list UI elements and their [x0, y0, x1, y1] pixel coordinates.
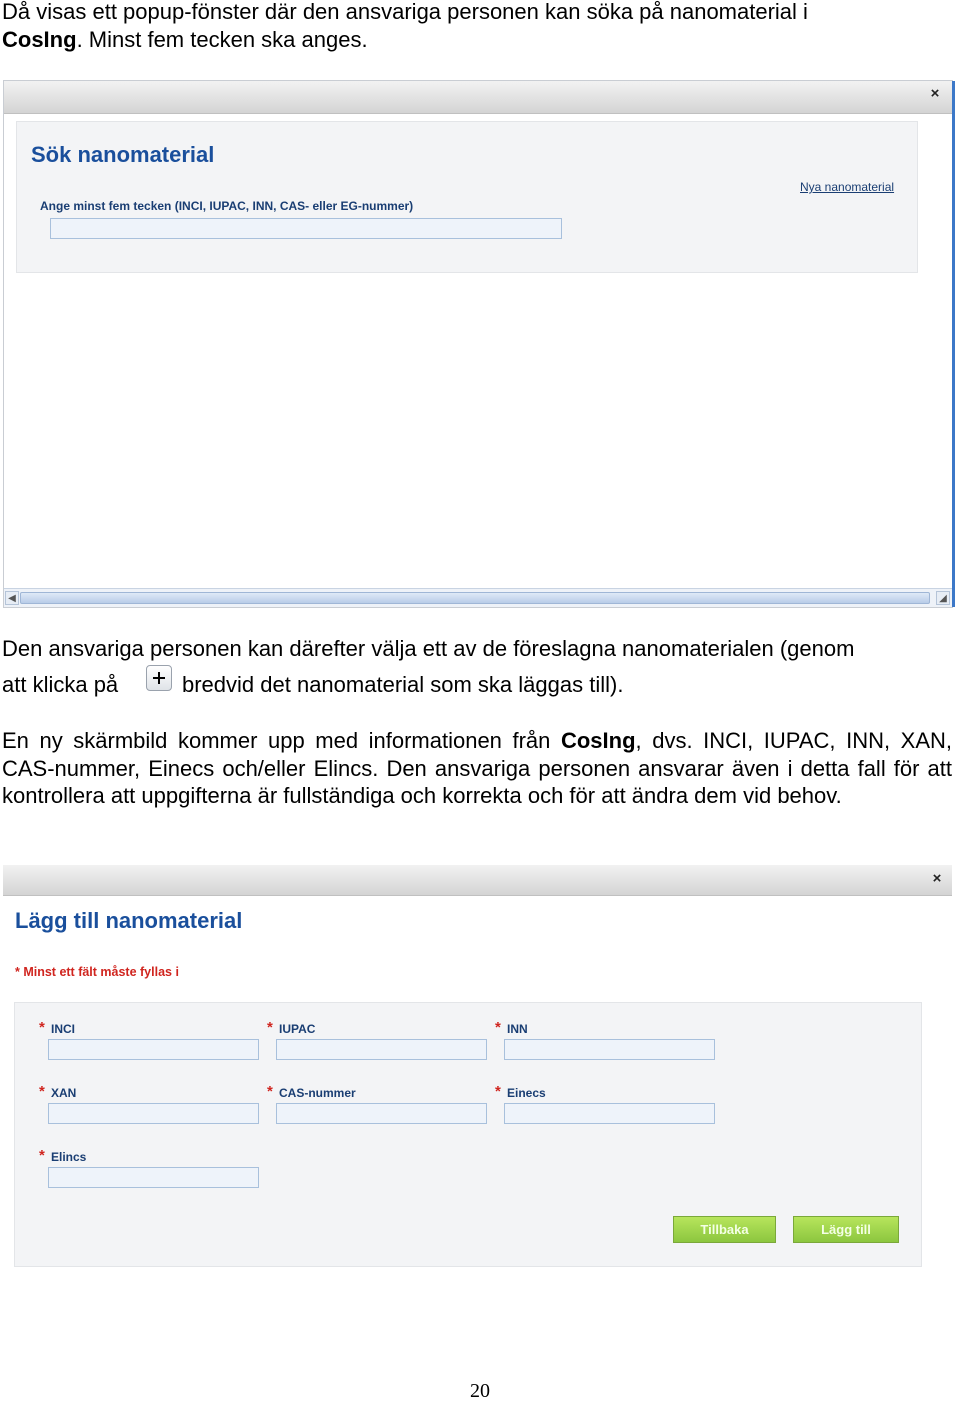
inn-field[interactable]: [504, 1039, 715, 1060]
intro-cosing: CosIng: [2, 26, 77, 52]
elincs-label: Elincs: [51, 1150, 87, 1164]
search-panel: [16, 121, 918, 273]
xan-field[interactable]: [48, 1103, 259, 1124]
required-asterisk: *: [495, 1083, 501, 1100]
intro-line2: . Minst fem tecken ska anges.: [76, 26, 368, 52]
window-edge: [952, 81, 955, 607]
inn-label: INN: [507, 1022, 528, 1036]
xan-label: XAN: [51, 1086, 77, 1100]
search-nanomaterial-dialog: [3, 80, 953, 608]
select-paragraph: [2, 635, 952, 707]
info-paragraph: [2, 727, 952, 810]
inci-label: INCI: [51, 1022, 75, 1036]
iupac-field[interactable]: [276, 1039, 487, 1060]
scrollbar-thumb[interactable]: [20, 592, 930, 604]
scroll-left-icon[interactable]: ◀: [5, 591, 19, 605]
required-asterisk: *: [267, 1083, 273, 1100]
search-hint-label: Ange minst fem tecken (INCI, IUPAC, INN, CAS- eller EG-nummer): [40, 199, 414, 213]
new-nanomaterial-link[interactable]: Nya nanomaterial: [800, 180, 895, 194]
dialog-titlebar: [4, 81, 952, 114]
cas-field[interactable]: [276, 1103, 487, 1124]
dialog-title: Sök nanomaterial: [31, 142, 215, 167]
einecs-label: Einecs: [507, 1086, 546, 1100]
close-icon[interactable]: ×: [932, 870, 942, 887]
info-cosing: CosIng: [560, 728, 636, 753]
intro-line1: Då visas ett popup-fönster där den ansvariga personen kan söka på nanomaterial i: [2, 0, 808, 24]
select-line2-a: att klicka på: [2, 671, 119, 697]
fields-panel: [14, 1002, 922, 1267]
required-note: * Minst ett fält måste fyllas i: [15, 965, 179, 979]
dialog-titlebar: [3, 865, 952, 896]
required-asterisk: *: [39, 1019, 45, 1036]
add-nanomaterial-dialog: [3, 865, 952, 1275]
required-asterisk: *: [267, 1019, 273, 1036]
required-asterisk: *: [495, 1019, 501, 1036]
resize-grip-icon[interactable]: ◢: [936, 591, 950, 605]
select-line1: Den ansvariga personen kan därefter välja ett av de föreslagna nanomaterialen (genom: [2, 636, 855, 661]
back-button[interactable]: Tillbaka: [673, 1216, 776, 1243]
einecs-field[interactable]: [504, 1103, 715, 1124]
elincs-field[interactable]: [48, 1167, 259, 1188]
inci-field[interactable]: [48, 1039, 259, 1060]
required-asterisk: *: [39, 1083, 45, 1100]
required-asterisk: *: [39, 1147, 45, 1164]
horizontal-scrollbar[interactable]: [4, 588, 952, 607]
add-button[interactable]: Lägg till: [793, 1216, 899, 1243]
close-icon[interactable]: ×: [930, 85, 940, 102]
plus-icon: [146, 665, 172, 691]
info-text-a: En ny skärmbild kommer upp med informationen från: [2, 728, 551, 753]
info-text-b: , dvs. INCI, IUPAC, INN, XAN, CAS-nummer, Einecs och/eller Elincs. Den ansvariga personen ansvarar även i detta fall för att kontrollera att uppgifterna är fullständiga och korrekta och för att ändra dem vid behov.: [2, 728, 952, 808]
search-input[interactable]: [50, 218, 562, 239]
dialog-title: Lägg till nanomaterial: [15, 908, 243, 933]
cas-label: CAS-nummer: [279, 1086, 356, 1100]
select-line2-b: bredvid det nanomaterial som ska läggas till).: [182, 671, 624, 697]
page-number: 20: [470, 1380, 490, 1402]
intro-paragraph: [2, 0, 952, 53]
iupac-label: IUPAC: [279, 1022, 316, 1036]
